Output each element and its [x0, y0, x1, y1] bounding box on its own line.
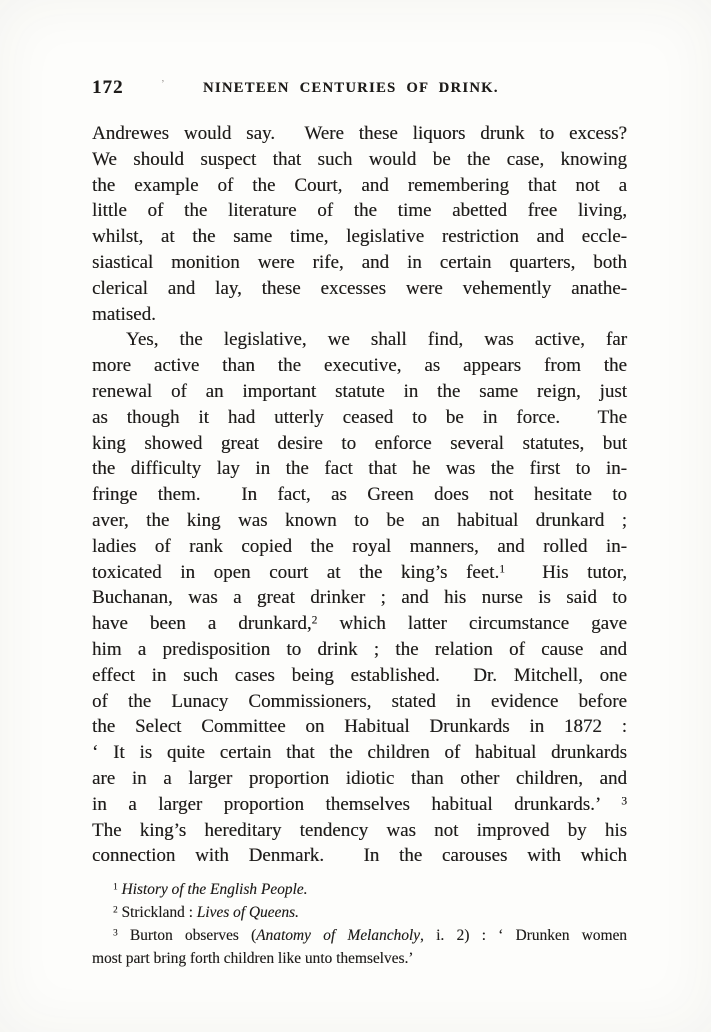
text-segment: little of the literature of the time abetted free living,: [92, 200, 627, 222]
running-head: [92, 77, 627, 101]
text-segment: most part bring forth children like unto themselves.’: [92, 950, 414, 967]
text-segment: the Select Committee on Habitual Drunkards in 1872 :: [92, 716, 627, 738]
text-line: [92, 405, 627, 431]
text-segment: ladies of rank copied the royal manners, and rolled in-: [92, 535, 627, 557]
text-line: [92, 250, 627, 276]
text-segment: Anatomy of Melancholy: [256, 927, 421, 944]
text-line: [92, 947, 627, 970]
text-line: [92, 327, 627, 353]
text-line: [92, 147, 627, 173]
footnote: [92, 901, 627, 924]
text-line: [92, 431, 627, 457]
body-text: [92, 121, 627, 869]
text-segment: We should suspect that such would be the case, knowing: [92, 148, 627, 170]
page-number: 172: [92, 77, 124, 98]
running-title: NINETEEN CENTURIES OF DRINK.: [203, 80, 499, 96]
text-segment: clerical and lay, these excesses were vehemently anathe-: [92, 277, 627, 299]
text-segment: His tutor,: [504, 561, 627, 583]
footnotes: [92, 878, 627, 970]
text-line: [92, 379, 627, 405]
text-line: [92, 663, 627, 689]
text-line: [92, 353, 627, 379]
text-line: [92, 924, 627, 947]
text-line: [92, 818, 627, 844]
text-segment: fringe them. In fact, as Green does not hesitate to: [92, 484, 627, 506]
text-segment: History of the English People.: [121, 881, 308, 898]
text-line: [92, 560, 627, 586]
text-line: [92, 878, 627, 901]
text-line: [92, 224, 627, 250]
footnote-marker: 2: [113, 904, 118, 915]
text-line: [92, 689, 627, 715]
text-line: [92, 611, 627, 637]
footnote-marker: 3: [113, 927, 118, 938]
text-segment: ‘ It is quite certain that the children of habitual drunkards: [92, 742, 627, 764]
text-segment: , i. 2) : ‘ Drunken women: [420, 927, 627, 944]
text-segment: matised.: [92, 303, 156, 325]
text-segment: connection with Denmark. In the carouses with which: [92, 845, 627, 867]
text-segment: The king’s hereditary tendency was not improved by his: [92, 819, 627, 841]
text-line: [92, 198, 627, 224]
text-line: [92, 585, 627, 611]
text-segment: as though it had utterly ceased to be in force. The: [92, 406, 627, 428]
text-segment: renewal of an important statute in the same reign, just: [92, 380, 627, 402]
text-segment: king showed great desire to enforce several statutes, but: [92, 432, 627, 454]
text-segment: Buchanan, was a great drinker ; and his nurse is said to: [92, 587, 627, 609]
text-line: [92, 843, 627, 869]
footnote-marker: 3: [621, 795, 627, 808]
text-segment: more active than the executive, as appears from the: [92, 355, 627, 377]
text-segment: Burton observes (: [117, 927, 257, 944]
text-segment: the example of the Court, and remembering that not a: [92, 174, 627, 196]
text-line: [92, 637, 627, 663]
paragraph: [92, 327, 627, 869]
text-line: [92, 766, 627, 792]
text-segment: Andrewes would say. Were these liquors drunk to excess?: [92, 123, 627, 144]
text-segment: Yes, the legislative, we shall find, was active, far: [126, 329, 627, 351]
footnote-marker: 1: [499, 562, 505, 575]
text-line: [92, 276, 627, 302]
text-segment: effect in such cases being established. Dr. Mitchell, one: [92, 664, 627, 686]
paragraph: [92, 121, 627, 327]
text-segment: the difficulty lay in the fact that he was the first to in-: [92, 458, 627, 480]
scan-speck: ’: [161, 78, 165, 90]
footnote: [92, 924, 627, 970]
text-line: [92, 534, 627, 560]
text-line: [92, 508, 627, 534]
footnote-marker: 2: [311, 614, 318, 627]
text-segment: have been a drunkard,: [92, 613, 312, 635]
footnote-marker: 1: [113, 881, 118, 892]
text-segment: are in a larger proportion idiotic than other children, and: [92, 767, 627, 789]
text-line: [92, 121, 627, 147]
text-segment: in a larger proportion themselves habitual drunkards.’: [92, 793, 622, 815]
text-segment: toxicated in open court at the king’s feet.: [92, 561, 500, 583]
text-line: [92, 456, 627, 482]
text-line: [92, 740, 627, 766]
text-line: [92, 792, 627, 818]
text-segment: aver, the king was known to be an habitual drunkard ;: [92, 509, 627, 531]
text-line: [92, 482, 627, 508]
text-segment: siastical monition were rife, and in certain quarters, both: [92, 251, 627, 273]
text-segment: whilst, at the same time, legislative restriction and eccle-: [92, 226, 627, 248]
text-line: [92, 173, 627, 199]
text-line: [92, 302, 627, 328]
text-line: [92, 901, 627, 924]
text-segment: Lives of Queens.: [196, 904, 299, 921]
text-segment: him a predisposition to drink ; the relation of cause and: [92, 638, 627, 660]
footnote: [92, 878, 627, 901]
text-segment: which latter circumstance gave: [317, 613, 627, 635]
text-segment: Strickland :: [117, 904, 197, 921]
text-line: [92, 714, 627, 740]
text-segment: of the Lunacy Commissioners, stated in evidence before: [92, 690, 627, 712]
